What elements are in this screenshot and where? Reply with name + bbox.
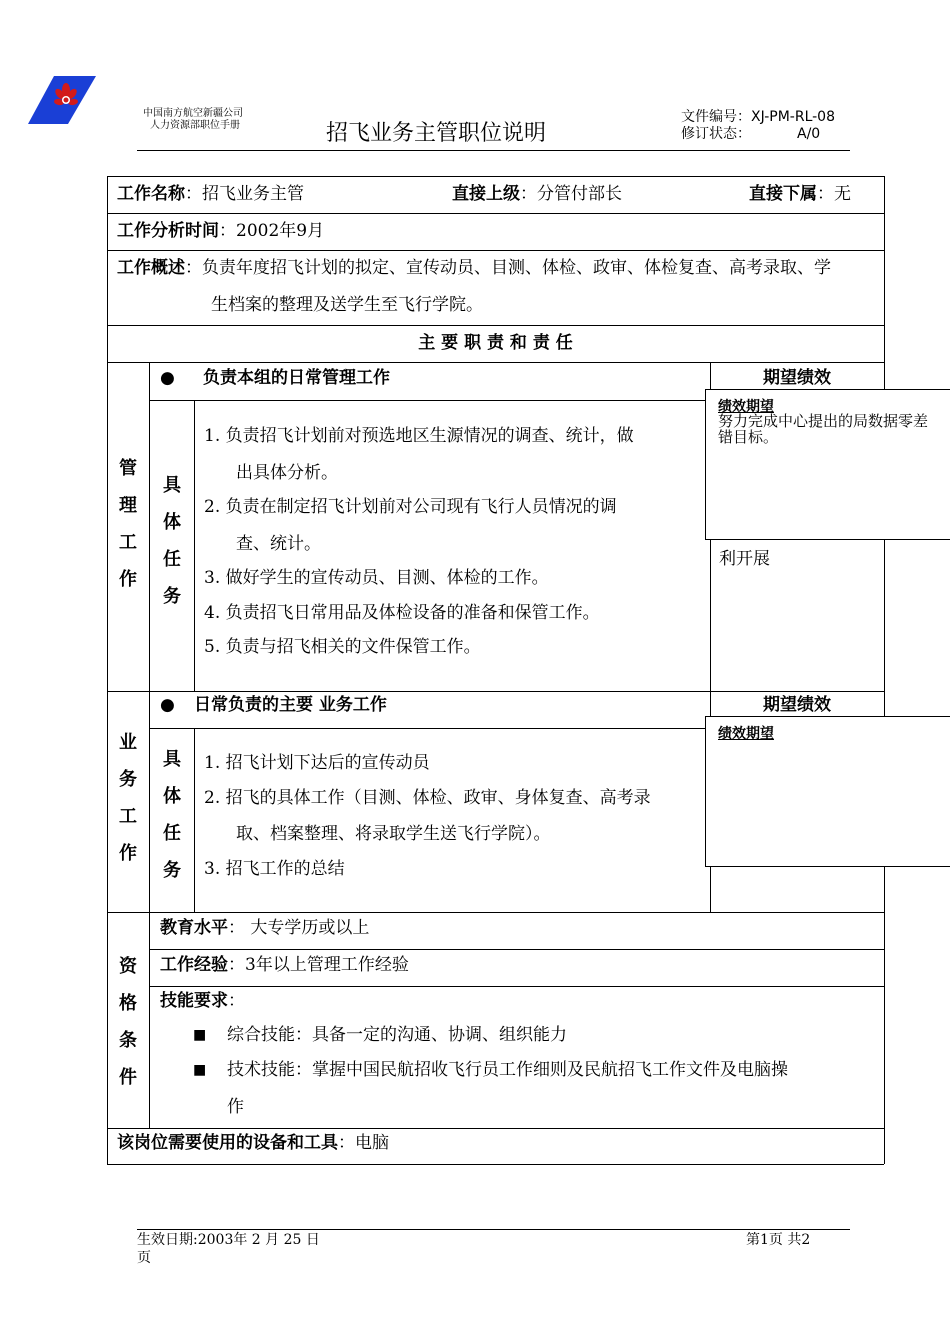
duties-header: 主 要 职 责 和 责 任 bbox=[418, 333, 573, 353]
superior-label: 直接上级 bbox=[452, 184, 520, 204]
footer-rule bbox=[137, 1229, 850, 1230]
list-item: 5. 负责与招飞相关的文件保管工作。 bbox=[204, 637, 481, 657]
note-title: 绩效期望 bbox=[718, 726, 774, 742]
skill-item-1: 综合技能：具备一定的沟通、协调、组织能力 bbox=[227, 1025, 567, 1045]
summary-line-1: ：负责年度招飞计划的拟定、宣传动员、目测、体检、政审、体检复查、高考录取、学 bbox=[185, 258, 831, 278]
superior-row bbox=[452, 184, 622, 204]
equipment-value: ：电脑 bbox=[338, 1133, 389, 1153]
section2-bullet: ● bbox=[160, 695, 175, 715]
effective-date: 生效日期:2003年 2 月 25 日 bbox=[137, 1232, 320, 1248]
skill-item-2-line-1: 技术技能：掌握中国民航招收飞行员工作细则及民航招飞工作文件及电脑操 bbox=[227, 1060, 788, 1080]
company-name: 中国南方航空新疆公司 bbox=[143, 108, 243, 119]
education-value: ： 大专学历或以上 bbox=[228, 918, 370, 938]
list-item: 4. 负责招飞日常用品及体检设备的准备和保管工作。 bbox=[204, 603, 600, 623]
subordinate-value: ：无 bbox=[817, 184, 851, 204]
section1-bullet: ● bbox=[160, 368, 175, 388]
list-item: 取、档案整理、将录取学生送飞行学院）。 bbox=[236, 824, 551, 844]
page-title: 招飞业务主管职位说明 bbox=[326, 121, 547, 146]
job-name-value: ：招飞业务主管 bbox=[185, 184, 304, 204]
revision-label: 修订状态： bbox=[681, 126, 751, 142]
list-item: 3. 做好学生的宣传动员、目测、体检的工作。 bbox=[204, 568, 549, 588]
experience-label: 工作经验 bbox=[160, 955, 228, 975]
manual-name: 人力资源部职位手册 bbox=[150, 120, 240, 131]
subordinate-row bbox=[749, 184, 851, 204]
skills-row bbox=[160, 991, 245, 1011]
section1-performance-note bbox=[705, 389, 950, 540]
section2-performance-note bbox=[705, 716, 950, 867]
list-item: 1. 招飞计划下达后的宣传动员 bbox=[204, 753, 430, 773]
education-label: 教育水平 bbox=[160, 918, 228, 938]
analysis-time-row bbox=[117, 221, 324, 241]
skill-bullet-2: ■ bbox=[193, 1062, 207, 1078]
skills-colon: ： bbox=[228, 991, 245, 1011]
list-item: 2. 负责在制定招飞计划前对公司现有飞行人员情况的调 bbox=[204, 497, 617, 517]
experience-row bbox=[160, 955, 409, 975]
equipment-label: 该岗位需要使用的设备和工具 bbox=[117, 1133, 338, 1153]
section1-expected-text: 利开展 bbox=[719, 549, 770, 569]
revision-value: A/0 bbox=[797, 126, 821, 142]
education-row bbox=[160, 918, 369, 938]
airline-logo bbox=[28, 76, 96, 124]
list-item: 1. 负责招飞计划前对预选地区生源情况的调查、统计，做 bbox=[204, 426, 634, 446]
note-text: 努力完成中心提出的局数据零差错目标。 bbox=[718, 412, 929, 446]
list-item: 查、统计。 bbox=[236, 534, 321, 554]
summary-label: 工作概述 bbox=[117, 258, 185, 278]
job-name-row bbox=[117, 184, 304, 204]
subordinate-label: 直接下属 bbox=[749, 184, 817, 204]
skill-bullet-1: ■ bbox=[193, 1027, 207, 1043]
skill-item-2-line-2: 作 bbox=[227, 1097, 244, 1117]
section2-expected-label: 期望绩效 bbox=[763, 695, 831, 715]
section2-heading: 日常负责的主要 业务工作 bbox=[194, 695, 387, 715]
skills-label: 技能要求 bbox=[160, 991, 228, 1011]
job-name-label: 工作名称 bbox=[117, 184, 185, 204]
effective-date-wrap: 页 bbox=[137, 1250, 151, 1266]
list-item: 3. 招飞工作的总结 bbox=[204, 859, 345, 879]
summary-line-2: 生档案的整理及送学生至飞行学院。 bbox=[211, 295, 483, 315]
list-item: 出具体分析。 bbox=[236, 463, 338, 483]
analysis-time-value: ：2002年9月 bbox=[219, 221, 325, 241]
page-number: 第1页 共2 bbox=[746, 1232, 811, 1248]
analysis-time-label: 工作分析时间 bbox=[117, 221, 219, 241]
list-item: 2. 招飞的具体工作（目测、体检、政审、身体复查、高考录 bbox=[204, 788, 651, 808]
section1-expected-label: 期望绩效 bbox=[763, 368, 831, 388]
note-title: 绩效期望 bbox=[718, 399, 774, 415]
superior-value: ：分管付部长 bbox=[520, 184, 622, 204]
equipment-row bbox=[117, 1133, 389, 1153]
summary-row bbox=[117, 258, 831, 278]
doc-number: 文件编号：XJ-PM-RL-08 bbox=[681, 109, 835, 125]
header-rule bbox=[137, 150, 850, 151]
experience-value: ：3年以上管理工作经验 bbox=[228, 955, 409, 975]
section1-heading: 负责本组的日常管理工作 bbox=[203, 368, 390, 388]
